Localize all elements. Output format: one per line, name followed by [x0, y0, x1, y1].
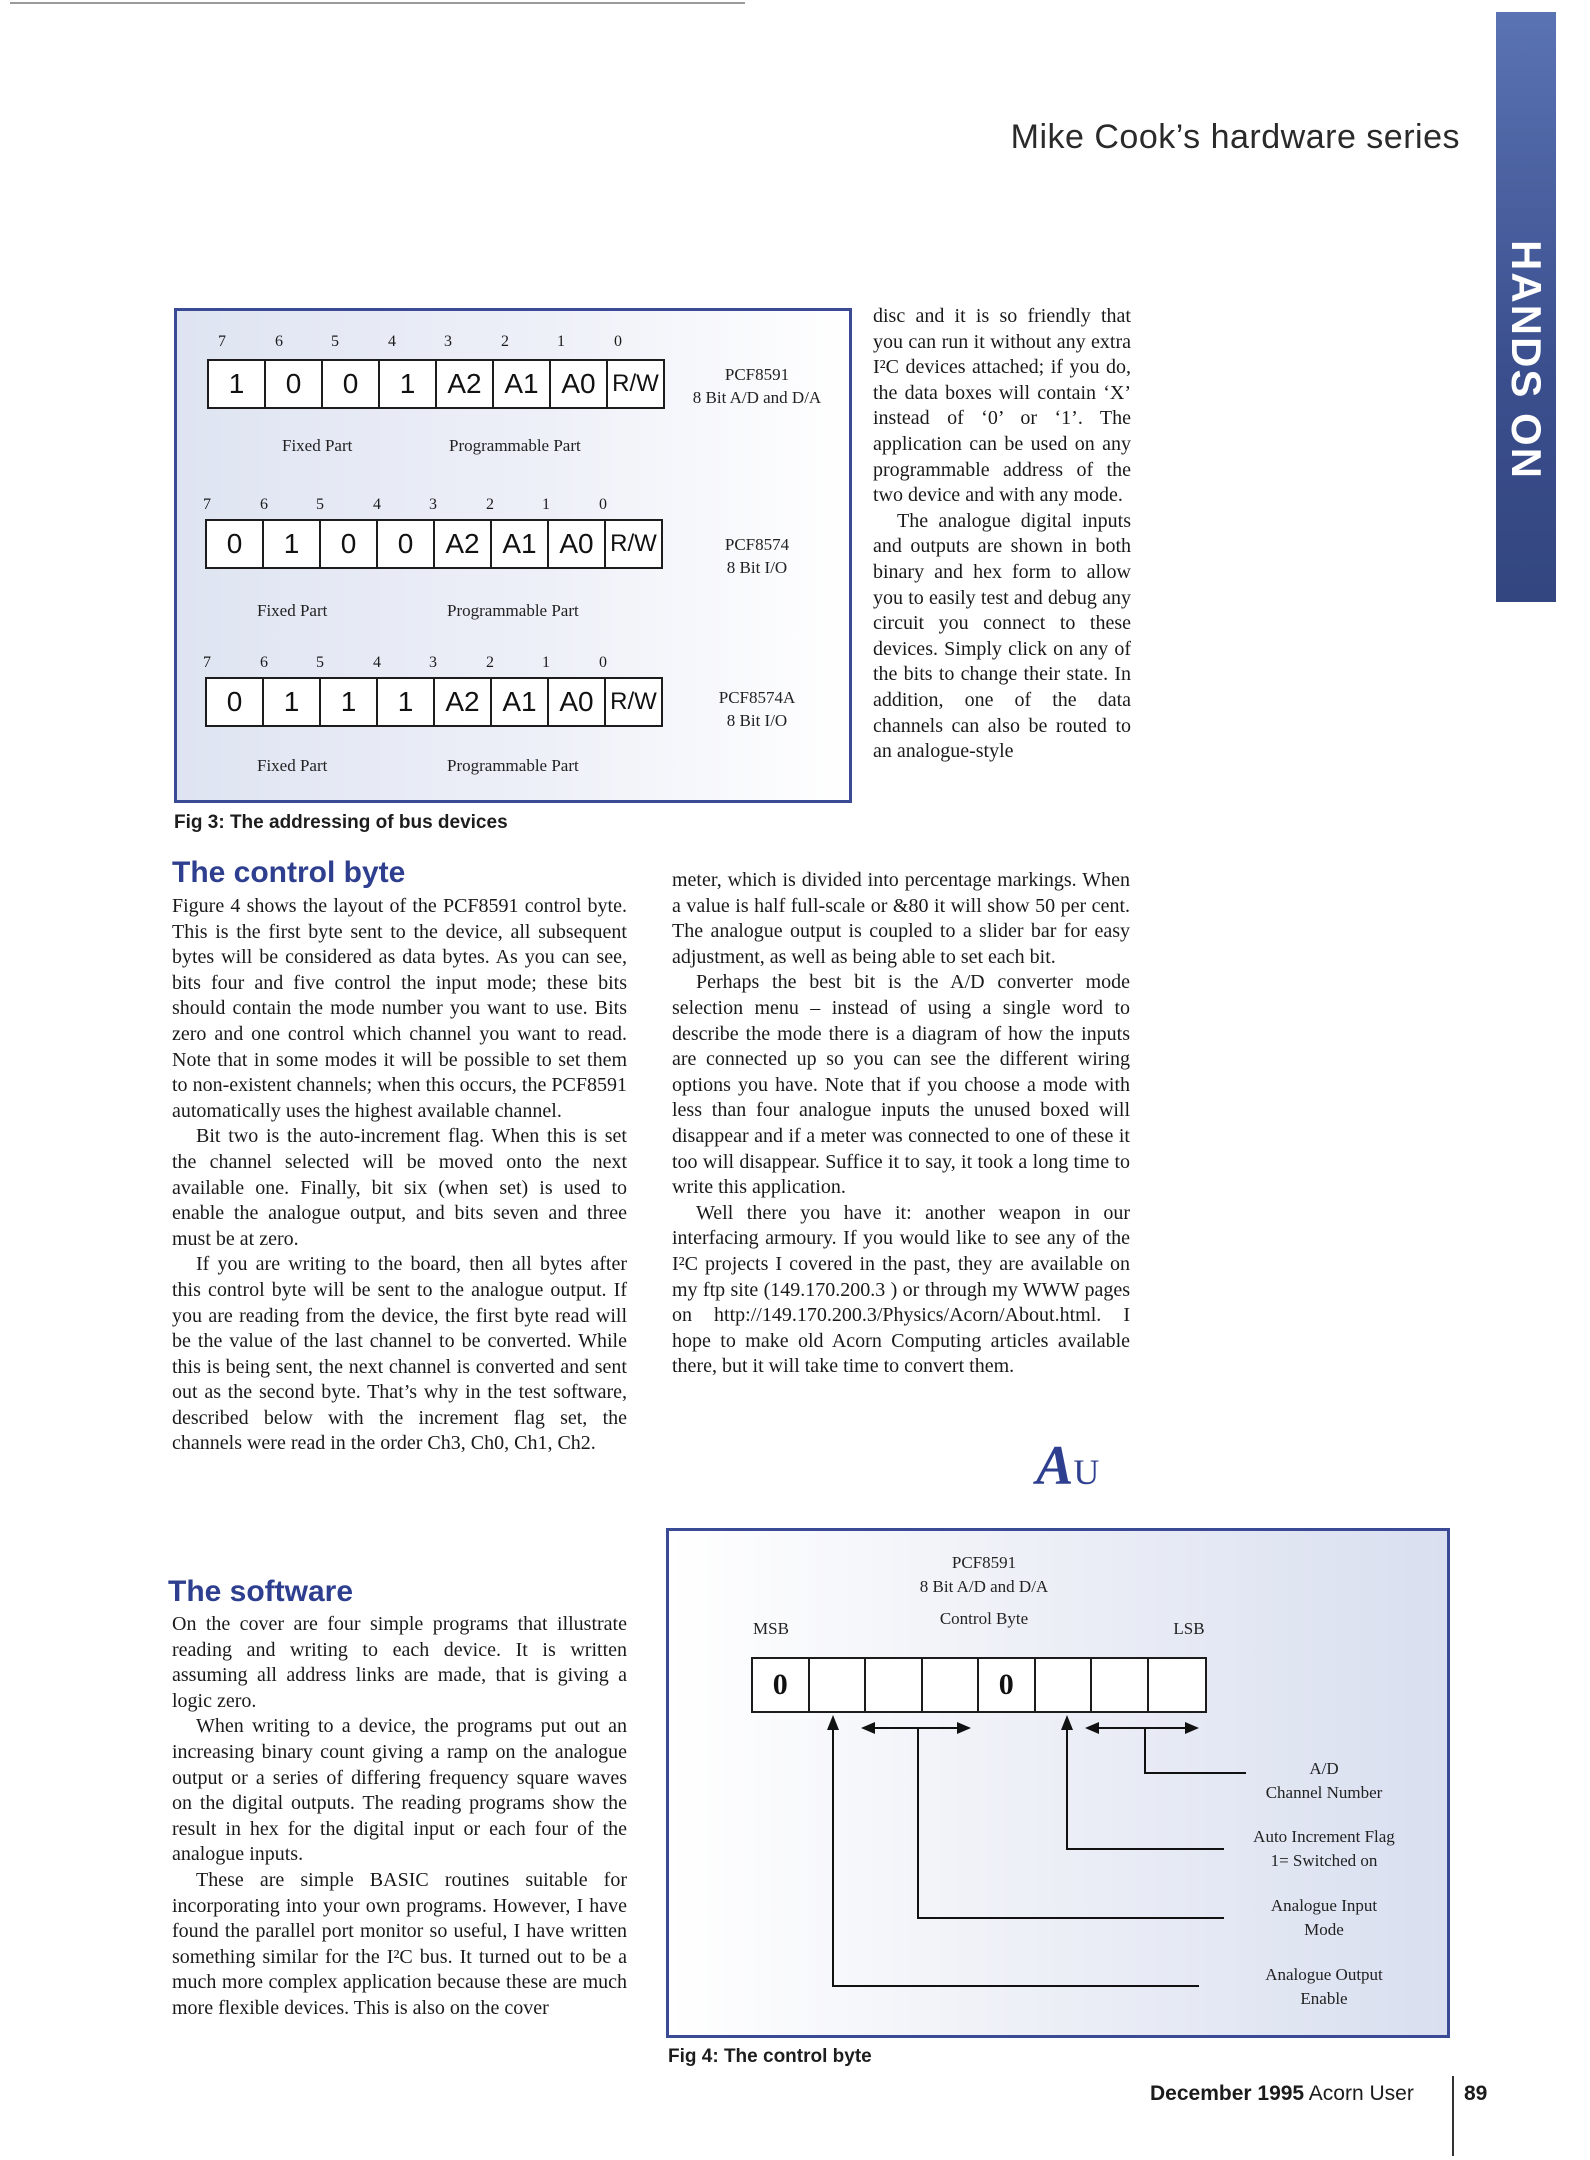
bit-number: 6 [260, 654, 268, 671]
bit-cell: 0 [378, 521, 435, 567]
section-side-tab-label: HANDS ON [1503, 239, 1550, 481]
device-desc: 8 Bit A/D and D/A [692, 388, 822, 407]
control-bit-3: 0 [979, 1659, 1036, 1711]
heading-software: The software [168, 1575, 354, 1608]
figure-4-control-byte [666, 1528, 1450, 2038]
bit-cell: 1 [209, 361, 266, 407]
fig4-title-line2: 8 Bit A/D and D/A [919, 1577, 1049, 1596]
bit-cell: R/W [610, 688, 657, 715]
label-analogue-output: Analogue Output [1265, 1965, 1383, 1984]
bit-cell: A2 [437, 361, 494, 407]
address-byte-pcf8574a [205, 677, 663, 727]
device-label-pcf8574 [672, 533, 842, 579]
programmable-part-label: Programmable Part [447, 601, 579, 620]
arrow-up-output [827, 1715, 839, 1730]
address-byte-pcf8574 [205, 519, 663, 569]
device-name: PCF8574A [718, 688, 796, 707]
right-column-text [672, 868, 1130, 1380]
bit-cell: 0 [323, 361, 380, 407]
programmable-part-label: Programmable Part [447, 756, 579, 775]
bit-number: 0 [614, 333, 622, 350]
acorn-user-end-mark [1036, 1434, 1099, 1498]
device-desc: 8 Bit I/O [726, 711, 788, 730]
bit-cell: 0 [266, 361, 323, 407]
paragraph: meter, which is divided into percentage markings. When a value is half full-scale or &80 it will show 50 per cent. The analogue output is coupled to a slider bar for easy adjustment, as well as being able to set each bit. [672, 869, 1130, 968]
device-desc: 8 Bit I/O [726, 558, 788, 577]
programmable-part-label: Programmable Part [449, 436, 581, 455]
bit-cell: 0 [321, 521, 378, 567]
bit-cell: 1 [321, 679, 378, 725]
device-name: PCF8574 [724, 535, 790, 554]
fixed-part-label: Fixed Part [257, 601, 328, 620]
arrow-left-mode [861, 1722, 875, 1734]
bit-cell: A2 [435, 521, 492, 567]
paragraph: Figure 4 shows the layout of the PCF8591 control byte. This is the first byte sent to the device, all subsequent bytes will be considered as data bytes. As you can see, bits four and five control the input mode; these bits should contain the mode number you want to use. Bits zero and one control which channel you want to read. Note that in some modes it will be possible to set them to non-existent channels; when this occurs, the PCF8591 automatically uses the highest available channel. [172, 895, 627, 1122]
logo-letter-a: A [1036, 1435, 1074, 1497]
label-switched-on: 1= Switched on [1270, 1851, 1378, 1870]
bit-number: 1 [542, 496, 550, 513]
bit-number: 3 [429, 496, 437, 513]
bit-cell: A1 [494, 361, 551, 407]
bit-cell: A0 [549, 679, 606, 725]
top-rule [10, 2, 745, 4]
bit-number: 2 [501, 333, 509, 350]
paragraph: If you are writing to the board, then all bytes after this control byte will be sent to the analogue output. If you are reading from the device, the first byte read will be the value of the last channel to be converted. While this is being sent, the next channel is converted and sent out as the second byte. That’s why in the test software, described below with the increment flag set, the channels were read in the order Ch3, Ch0, Ch1, Ch2. [172, 1253, 627, 1455]
label-enable: Enable [1300, 1989, 1348, 2008]
bit-cell: A0 [549, 521, 606, 567]
bit-number: 3 [444, 333, 452, 350]
bit-number-row [203, 496, 667, 514]
paragraph: Bit two is the auto-increment flag. When this is set the channel selected will be moved onto the next available one. Finally, bit six (when set) is used to enable the analogue output, and bits seven and three must be at zero. [172, 1125, 627, 1250]
bit-cell: 0 [207, 679, 264, 725]
paragraph: These are simple BASIC routines suitable for incorporating into your own programs. However, I have found the parallel port monitor so useful, I have written something similar for the I²C bus. It turned out to be a much more complex application because these are much more flexible devices. This is also on the cover [172, 1868, 627, 2019]
fig4-title-line1: PCF8591 [951, 1553, 1017, 1572]
device-name: PCF8591 [724, 365, 790, 384]
fixed-part-label: Fixed Part [257, 756, 328, 775]
paragraph: Well there you have it: another weapon in our interfacing armoury. If you would like to see any of the I²C projects I covered in the past, they are available on my ftp site (149.170.200.3 ) or through my WWW pages on http://149.170.200.3/Physics/Acorn/About.html. I hope to make old Acorn Computing articles available there, but it will take time to convert them. [672, 1201, 1130, 1378]
paragraph: disc and it is so friendly that you can run it without any extra I²C devices attached; if you do, the data boxes will contain ‘X’ instead of ‘0’ or ‘1’. The application can be used on any programmable address of the two device and with any mode. [873, 305, 1131, 507]
bit-cell: R/W [612, 370, 659, 397]
label-mode: Mode [1304, 1920, 1344, 1939]
bit-number: 7 [203, 654, 211, 671]
footer-issue [1150, 2082, 1414, 2106]
bit-cell: 1 [264, 521, 321, 567]
figure-4-caption: Fig 4: The control byte [668, 2046, 872, 2067]
paragraph: When writing to a device, the programs put out an increasing binary count giving a ramp on the analogue output or a series of differing frequency square waves on the digital outputs. The reading programs show the result in hex for the digital input or each four of the analogue inputs. [172, 1715, 627, 1866]
heading-control-byte: The control byte [172, 856, 406, 889]
bit-number: 1 [542, 654, 550, 671]
bit-cell: A0 [551, 361, 608, 407]
software-text [172, 1612, 627, 2022]
bit-number: 2 [486, 654, 494, 671]
fig4-title-line3: Control Byte [939, 1609, 1029, 1628]
bit-cell: 1 [264, 679, 321, 725]
bit-number: 1 [557, 333, 565, 350]
label-auto-increment: Auto Increment Flag [1253, 1827, 1395, 1846]
bit-cell: A1 [492, 679, 549, 725]
arrow-up-auto [1061, 1715, 1073, 1730]
bit-number: 5 [316, 654, 324, 671]
logo-letter-u: U [1073, 1452, 1100, 1492]
label-ad: A/D [1309, 1759, 1339, 1778]
bit-cell: 0 [207, 521, 264, 567]
bit-number: 2 [486, 496, 494, 513]
lsb-label: LSB [1173, 1619, 1205, 1638]
bit-cell: 1 [378, 679, 435, 725]
footer-month-year: December 1995 [1150, 2082, 1305, 2105]
bit-number: 4 [373, 496, 381, 513]
footer-magazine: Acorn User [1308, 2082, 1414, 2105]
bit-number: 5 [331, 333, 339, 350]
right-narrow-text [873, 304, 1131, 765]
figure-3-caption: Fig 3: The addressing of bus devices [174, 812, 508, 833]
footer-divider [1452, 2076, 1454, 2156]
bit-number: 3 [429, 654, 437, 671]
page-number: 89 [1464, 2082, 1488, 2105]
control-bit-7: 0 [753, 1659, 810, 1711]
bit-number: 6 [275, 333, 283, 350]
bit-number: 7 [218, 333, 226, 350]
bit-number: 4 [373, 654, 381, 671]
device-label-pcf8574a [672, 686, 842, 732]
label-analogue-input: Analogue Input [1270, 1896, 1378, 1915]
bit-number: 0 [599, 654, 607, 671]
figure-3-bus-addressing [174, 308, 852, 803]
fixed-part-label: Fixed Part [282, 436, 353, 455]
bit-cell: 1 [380, 361, 437, 407]
bit-cell: A1 [492, 521, 549, 567]
address-byte-pcf8591 [207, 359, 665, 409]
bit-number-row [207, 333, 667, 351]
bit-cell: R/W [610, 530, 657, 557]
arrow-left-channel [1085, 1722, 1099, 1734]
bit-number: 6 [260, 496, 268, 513]
device-label-pcf8591 [672, 363, 842, 409]
control-byte-text [172, 894, 627, 1457]
paragraph: Perhaps the best bit is the A/D converter mode selection menu – instead of using a single word to describe the mode there is a diagram of how the inputs are connected up so you can see the different wiring options you have. Note that if you choose a mode with less than four analogue inputs the unused boxed will disappear and if a meter was connected to one of these it too will disappear. Suffice it to say, it took a long time to write this application. [672, 971, 1130, 1199]
bit-number-row [203, 654, 667, 672]
arrow-right-mode [957, 1722, 971, 1734]
paragraph: On the cover are four simple programs that illustrate reading and writing to each device. It is written assuming all address links are made, that is giving a logic zero. [172, 1613, 627, 1712]
bit-number: 4 [388, 333, 396, 350]
bit-number: 0 [599, 496, 607, 513]
section-side-tab-label-wrap [1496, 239, 1556, 481]
label-channel-number: Channel Number [1265, 1783, 1383, 1802]
bit-number: 7 [203, 496, 211, 513]
line-analogue-input-mode [918, 1727, 1224, 1918]
msb-label: MSB [753, 1619, 789, 1638]
bit-cell: A2 [435, 679, 492, 725]
paragraph: The analogue digital inputs and outputs are shown in both binary and hex form to allow you to easily test and debug any circuit you connect to these devices. Simply click on any of the bits to change their state. In addition, one of the data channels can also be routed to an analogue-style [873, 509, 1131, 763]
bit-number: 5 [316, 496, 324, 513]
arrow-right-channel [1185, 1722, 1199, 1734]
series-title: Mike Cook’s hardware series [1010, 118, 1460, 156]
